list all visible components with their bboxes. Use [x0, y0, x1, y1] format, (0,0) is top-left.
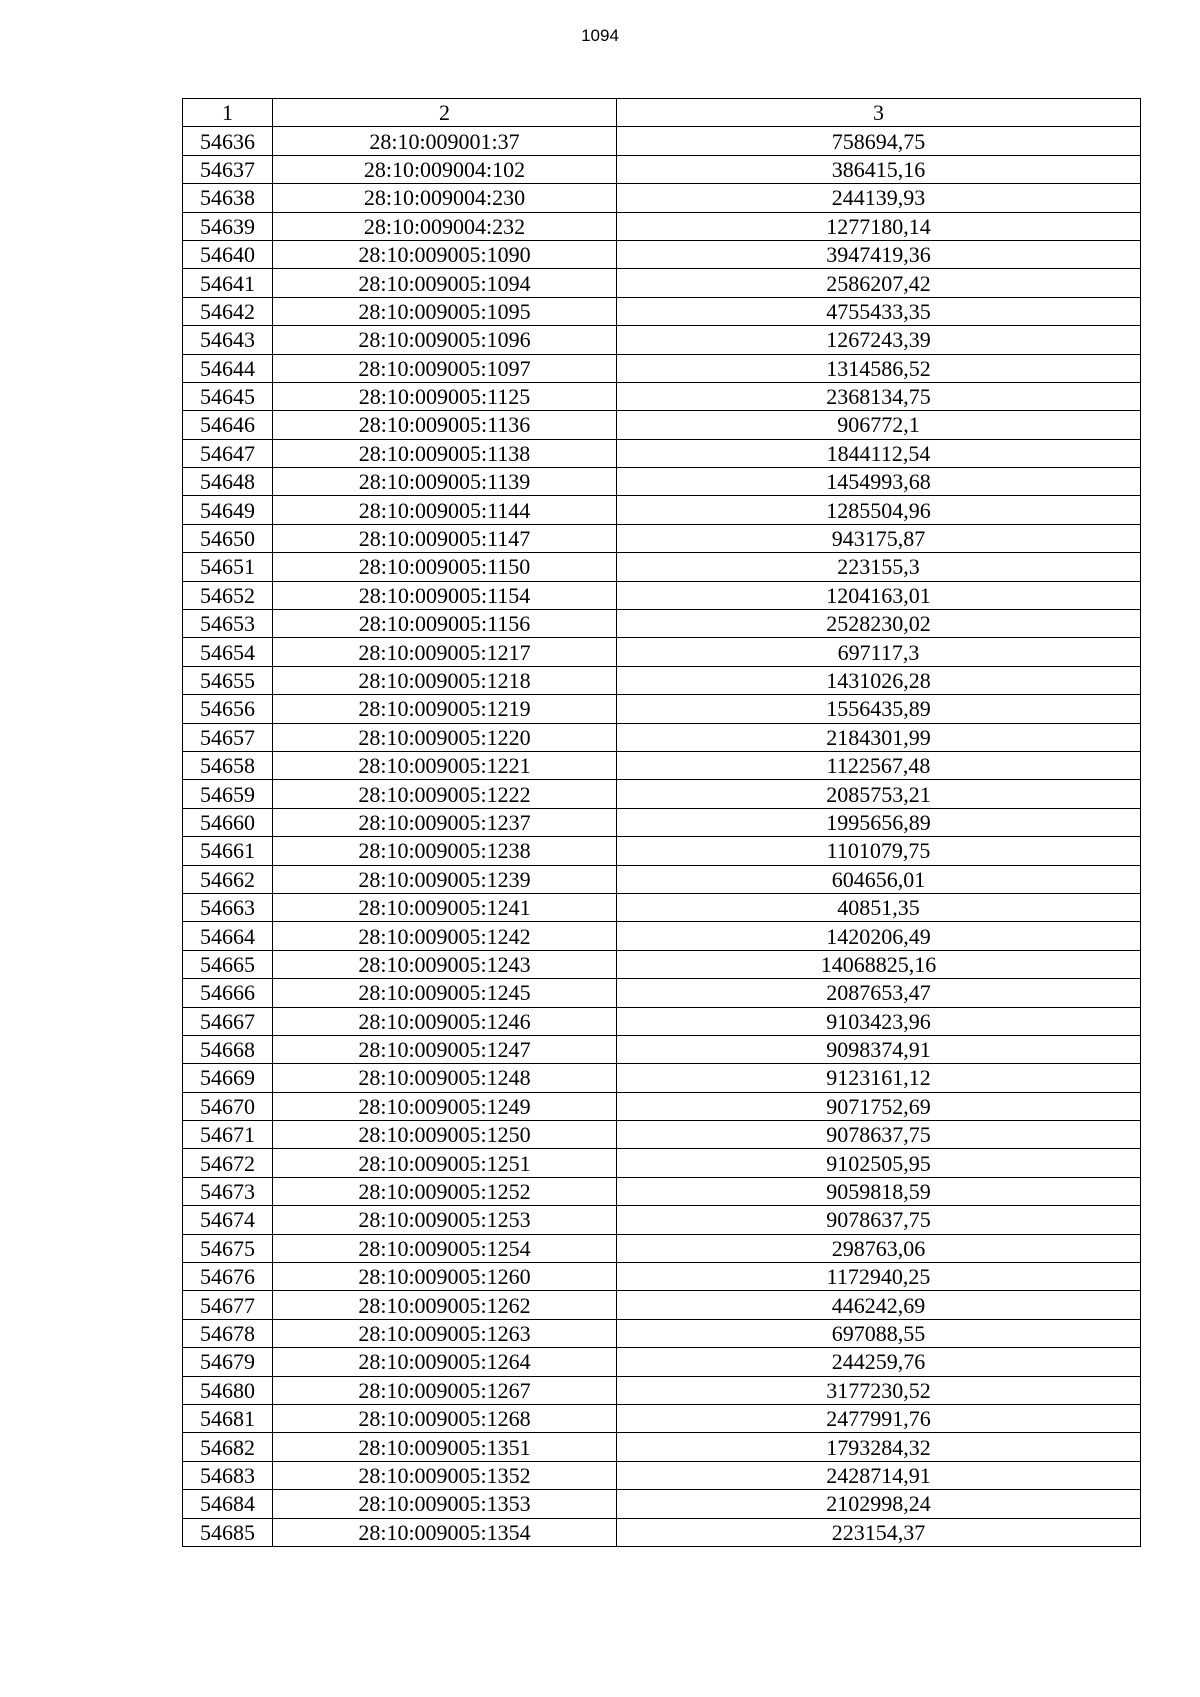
row-number-cell: 54666	[183, 979, 273, 1007]
cadastral-number-cell: 28:10:009005:1219	[273, 695, 617, 723]
value-cell: 1285504,96	[617, 496, 1141, 524]
row-number-cell: 54684	[183, 1490, 273, 1518]
row-number-cell: 54648	[183, 468, 273, 496]
cadastral-number-cell: 28:10:009005:1263	[273, 1319, 617, 1347]
cadastral-number-cell: 28:10:009005:1156	[273, 610, 617, 638]
cadastral-number-cell: 28:10:009005:1247	[273, 1035, 617, 1063]
cadastral-number-cell: 28:10:009005:1250	[273, 1121, 617, 1149]
data-table	[182, 98, 1141, 1547]
cadastral-number-cell: 28:10:009005:1351	[273, 1433, 617, 1461]
value-cell: 2528230,02	[617, 610, 1141, 638]
table-row	[183, 1461, 1141, 1489]
value-cell: 1431026,28	[617, 666, 1141, 694]
table-row	[183, 1376, 1141, 1404]
cadastral-number-cell: 28:10:009005:1241	[273, 893, 617, 921]
cadastral-number-cell: 28:10:009005:1147	[273, 524, 617, 552]
row-number-cell: 54659	[183, 780, 273, 808]
value-cell: 2477991,76	[617, 1404, 1141, 1432]
table-row	[183, 212, 1141, 240]
table-row	[183, 553, 1141, 581]
row-number-cell: 54651	[183, 553, 273, 581]
value-cell: 223154,37	[617, 1518, 1141, 1546]
table-row	[183, 1234, 1141, 1262]
value-cell: 1204163,01	[617, 581, 1141, 609]
cadastral-number-cell: 28:10:009005:1353	[273, 1490, 617, 1518]
row-number-cell: 54653	[183, 610, 273, 638]
row-number-cell: 54636	[183, 127, 273, 155]
row-number-cell: 54660	[183, 808, 273, 836]
row-number-cell: 54638	[183, 184, 273, 212]
cadastral-number-cell: 28:10:009005:1125	[273, 382, 617, 410]
row-number-cell: 54661	[183, 837, 273, 865]
value-cell: 906772,1	[617, 411, 1141, 439]
cadastral-number-cell: 28:10:009005:1144	[273, 496, 617, 524]
value-cell: 9078637,75	[617, 1206, 1141, 1234]
cadastral-number-cell: 28:10:009005:1217	[273, 638, 617, 666]
row-number-cell: 54669	[183, 1064, 273, 1092]
row-number-cell: 54685	[183, 1518, 273, 1546]
cadastral-number-cell: 28:10:009005:1253	[273, 1206, 617, 1234]
cadastral-number-cell: 28:10:009005:1352	[273, 1461, 617, 1489]
value-cell: 2586207,42	[617, 269, 1141, 297]
value-cell: 1267243,39	[617, 326, 1141, 354]
value-cell: 3947419,36	[617, 240, 1141, 268]
value-cell: 1995656,89	[617, 808, 1141, 836]
cadastral-number-cell: 28:10:009005:1154	[273, 581, 617, 609]
value-cell: 386415,16	[617, 155, 1141, 183]
column-header-2: 2	[273, 99, 617, 127]
row-number-cell: 54665	[183, 950, 273, 978]
column-header-3: 3	[617, 99, 1141, 127]
row-number-cell: 54672	[183, 1149, 273, 1177]
cadastral-number-cell: 28:10:009005:1220	[273, 723, 617, 751]
table-row	[183, 1092, 1141, 1120]
cadastral-number-cell: 28:10:009005:1254	[273, 1234, 617, 1262]
table-row	[183, 468, 1141, 496]
table-row	[183, 1433, 1141, 1461]
cadastral-number-cell: 28:10:009005:1221	[273, 751, 617, 779]
value-cell: 1420206,49	[617, 922, 1141, 950]
table-row	[183, 1263, 1141, 1291]
row-number-cell: 54642	[183, 297, 273, 325]
table-row	[183, 865, 1141, 893]
row-number-cell: 54680	[183, 1376, 273, 1404]
table-row	[183, 1035, 1141, 1063]
row-number-cell: 54645	[183, 382, 273, 410]
table-row	[183, 297, 1141, 325]
table-row	[183, 184, 1141, 212]
cadastral-number-cell: 28:10:009005:1243	[273, 950, 617, 978]
cadastral-number-cell: 28:10:009005:1222	[273, 780, 617, 808]
row-number-cell: 54657	[183, 723, 273, 751]
value-cell: 40851,35	[617, 893, 1141, 921]
table-row	[183, 638, 1141, 666]
row-number-cell: 54683	[183, 1461, 273, 1489]
value-cell: 1122567,48	[617, 751, 1141, 779]
table-row	[183, 1319, 1141, 1347]
row-number-cell: 54640	[183, 240, 273, 268]
value-cell: 1556435,89	[617, 695, 1141, 723]
cadastral-number-cell: 28:10:009005:1246	[273, 1007, 617, 1035]
table-row	[183, 922, 1141, 950]
row-number-cell: 54652	[183, 581, 273, 609]
row-number-cell: 54655	[183, 666, 273, 694]
value-cell: 2368134,75	[617, 382, 1141, 410]
table-row	[183, 354, 1141, 382]
value-cell: 697117,3	[617, 638, 1141, 666]
table-row	[183, 1007, 1141, 1035]
cadastral-number-cell: 28:10:009005:1354	[273, 1518, 617, 1546]
cadastral-number-cell: 28:10:009005:1138	[273, 439, 617, 467]
value-cell: 604656,01	[617, 865, 1141, 893]
column-header-1: 1	[183, 99, 273, 127]
table-row	[183, 382, 1141, 410]
cadastral-number-cell: 28:10:009004:102	[273, 155, 617, 183]
value-cell: 9098374,91	[617, 1035, 1141, 1063]
row-number-cell: 54639	[183, 212, 273, 240]
table-row	[183, 1177, 1141, 1205]
value-cell: 2184301,99	[617, 723, 1141, 751]
cadastral-number-cell: 28:10:009005:1090	[273, 240, 617, 268]
value-cell: 1101079,75	[617, 837, 1141, 865]
row-number-cell: 54679	[183, 1348, 273, 1376]
row-number-cell: 54681	[183, 1404, 273, 1432]
cadastral-number-cell: 28:10:009005:1268	[273, 1404, 617, 1432]
table-row	[183, 127, 1141, 155]
table-row	[183, 666, 1141, 694]
value-cell: 1844112,54	[617, 439, 1141, 467]
table-row	[183, 893, 1141, 921]
value-cell: 446242,69	[617, 1291, 1141, 1319]
table-row	[183, 1518, 1141, 1546]
row-number-cell: 54662	[183, 865, 273, 893]
cadastral-number-cell: 28:10:009005:1245	[273, 979, 617, 1007]
cadastral-number-cell: 28:10:009005:1139	[273, 468, 617, 496]
value-cell: 223155,3	[617, 553, 1141, 581]
value-cell: 9059818,59	[617, 1177, 1141, 1205]
table-row	[183, 780, 1141, 808]
row-number-cell: 54649	[183, 496, 273, 524]
cadastral-number-cell: 28:10:009005:1249	[273, 1092, 617, 1120]
row-number-cell: 54671	[183, 1121, 273, 1149]
table-row	[183, 1064, 1141, 1092]
row-number-cell: 54667	[183, 1007, 273, 1035]
value-cell: 2085753,21	[617, 780, 1141, 808]
value-cell: 758694,75	[617, 127, 1141, 155]
row-number-cell: 54644	[183, 354, 273, 382]
row-number-cell: 54650	[183, 524, 273, 552]
cadastral-number-cell: 28:10:009005:1136	[273, 411, 617, 439]
cadastral-number-cell: 28:10:009005:1238	[273, 837, 617, 865]
table-row	[183, 1149, 1141, 1177]
cadastral-number-cell: 28:10:009005:1239	[273, 865, 617, 893]
row-number-cell: 54641	[183, 269, 273, 297]
table-row	[183, 610, 1141, 638]
table-row	[183, 326, 1141, 354]
cadastral-number-cell: 28:10:009005:1252	[273, 1177, 617, 1205]
table-row	[183, 155, 1141, 183]
row-number-cell: 54677	[183, 1291, 273, 1319]
table-row	[183, 808, 1141, 836]
table-row	[183, 524, 1141, 552]
table-row	[183, 1348, 1141, 1376]
value-cell: 1454993,68	[617, 468, 1141, 496]
table-row	[183, 240, 1141, 268]
table-row	[183, 581, 1141, 609]
row-number-cell: 54646	[183, 411, 273, 439]
row-number-cell: 54674	[183, 1206, 273, 1234]
page-number: 1094	[581, 26, 619, 45]
value-cell: 1793284,32	[617, 1433, 1141, 1461]
row-number-cell: 54670	[183, 1092, 273, 1120]
table-row	[183, 269, 1141, 297]
value-cell: 298763,06	[617, 1234, 1141, 1262]
value-cell: 9078637,75	[617, 1121, 1141, 1149]
value-cell: 9071752,69	[617, 1092, 1141, 1120]
table-row	[183, 695, 1141, 723]
value-cell: 9103423,96	[617, 1007, 1141, 1035]
cadastral-number-cell: 28:10:009001:37	[273, 127, 617, 155]
table-row	[183, 411, 1141, 439]
row-number-cell: 54654	[183, 638, 273, 666]
row-number-cell: 54676	[183, 1263, 273, 1291]
value-cell: 2102998,24	[617, 1490, 1141, 1518]
row-number-cell: 54637	[183, 155, 273, 183]
value-cell: 2087653,47	[617, 979, 1141, 1007]
cadastral-number-cell: 28:10:009005:1248	[273, 1064, 617, 1092]
cadastral-number-cell: 28:10:009005:1097	[273, 354, 617, 382]
value-cell: 697088,55	[617, 1319, 1141, 1347]
row-number-cell: 54682	[183, 1433, 273, 1461]
cadastral-number-cell: 28:10:009005:1264	[273, 1348, 617, 1376]
value-cell: 244259,76	[617, 1348, 1141, 1376]
table-row	[183, 837, 1141, 865]
value-cell: 244139,93	[617, 184, 1141, 212]
table-row	[183, 1121, 1141, 1149]
table-row	[183, 979, 1141, 1007]
cadastral-number-cell: 28:10:009005:1094	[273, 269, 617, 297]
row-number-cell: 54658	[183, 751, 273, 779]
value-cell: 1172940,25	[617, 1263, 1141, 1291]
table-row	[183, 1404, 1141, 1432]
value-cell: 9123161,12	[617, 1064, 1141, 1092]
cadastral-number-cell: 28:10:009005:1218	[273, 666, 617, 694]
cadastral-number-cell: 28:10:009005:1237	[273, 808, 617, 836]
table-row	[183, 439, 1141, 467]
table-body	[183, 127, 1141, 1547]
cadastral-number-cell: 28:10:009004:230	[273, 184, 617, 212]
row-number-cell: 54643	[183, 326, 273, 354]
cadastral-number-cell: 28:10:009005:1096	[273, 326, 617, 354]
row-number-cell: 54678	[183, 1319, 273, 1347]
value-cell: 9102505,95	[617, 1149, 1141, 1177]
value-cell: 1314586,52	[617, 354, 1141, 382]
table-row	[183, 1291, 1141, 1319]
cadastral-number-cell: 28:10:009005:1095	[273, 297, 617, 325]
row-number-cell: 54656	[183, 695, 273, 723]
cadastral-number-cell: 28:10:009005:1150	[273, 553, 617, 581]
table-header-row	[183, 99, 1141, 127]
value-cell: 943175,87	[617, 524, 1141, 552]
cadastral-number-cell: 28:10:009005:1262	[273, 1291, 617, 1319]
table-row	[183, 723, 1141, 751]
value-cell: 4755433,35	[617, 297, 1141, 325]
cadastral-number-cell: 28:10:009005:1260	[273, 1263, 617, 1291]
cadastral-number-cell: 28:10:009004:232	[273, 212, 617, 240]
value-cell: 3177230,52	[617, 1376, 1141, 1404]
cadastral-number-cell: 28:10:009005:1251	[273, 1149, 617, 1177]
row-number-cell: 54663	[183, 893, 273, 921]
row-number-cell: 54668	[183, 1035, 273, 1063]
row-number-cell: 54647	[183, 439, 273, 467]
cadastral-number-cell: 28:10:009005:1242	[273, 922, 617, 950]
row-number-cell: 54675	[183, 1234, 273, 1262]
cadastral-number-cell: 28:10:009005:1267	[273, 1376, 617, 1404]
row-number-cell: 54664	[183, 922, 273, 950]
value-cell: 1277180,14	[617, 212, 1141, 240]
table-row	[183, 950, 1141, 978]
table-row	[183, 1490, 1141, 1518]
row-number-cell: 54673	[183, 1177, 273, 1205]
value-cell: 14068825,16	[617, 950, 1141, 978]
table-row	[183, 751, 1141, 779]
table-row	[183, 496, 1141, 524]
value-cell: 2428714,91	[617, 1461, 1141, 1489]
table-row	[183, 1206, 1141, 1234]
